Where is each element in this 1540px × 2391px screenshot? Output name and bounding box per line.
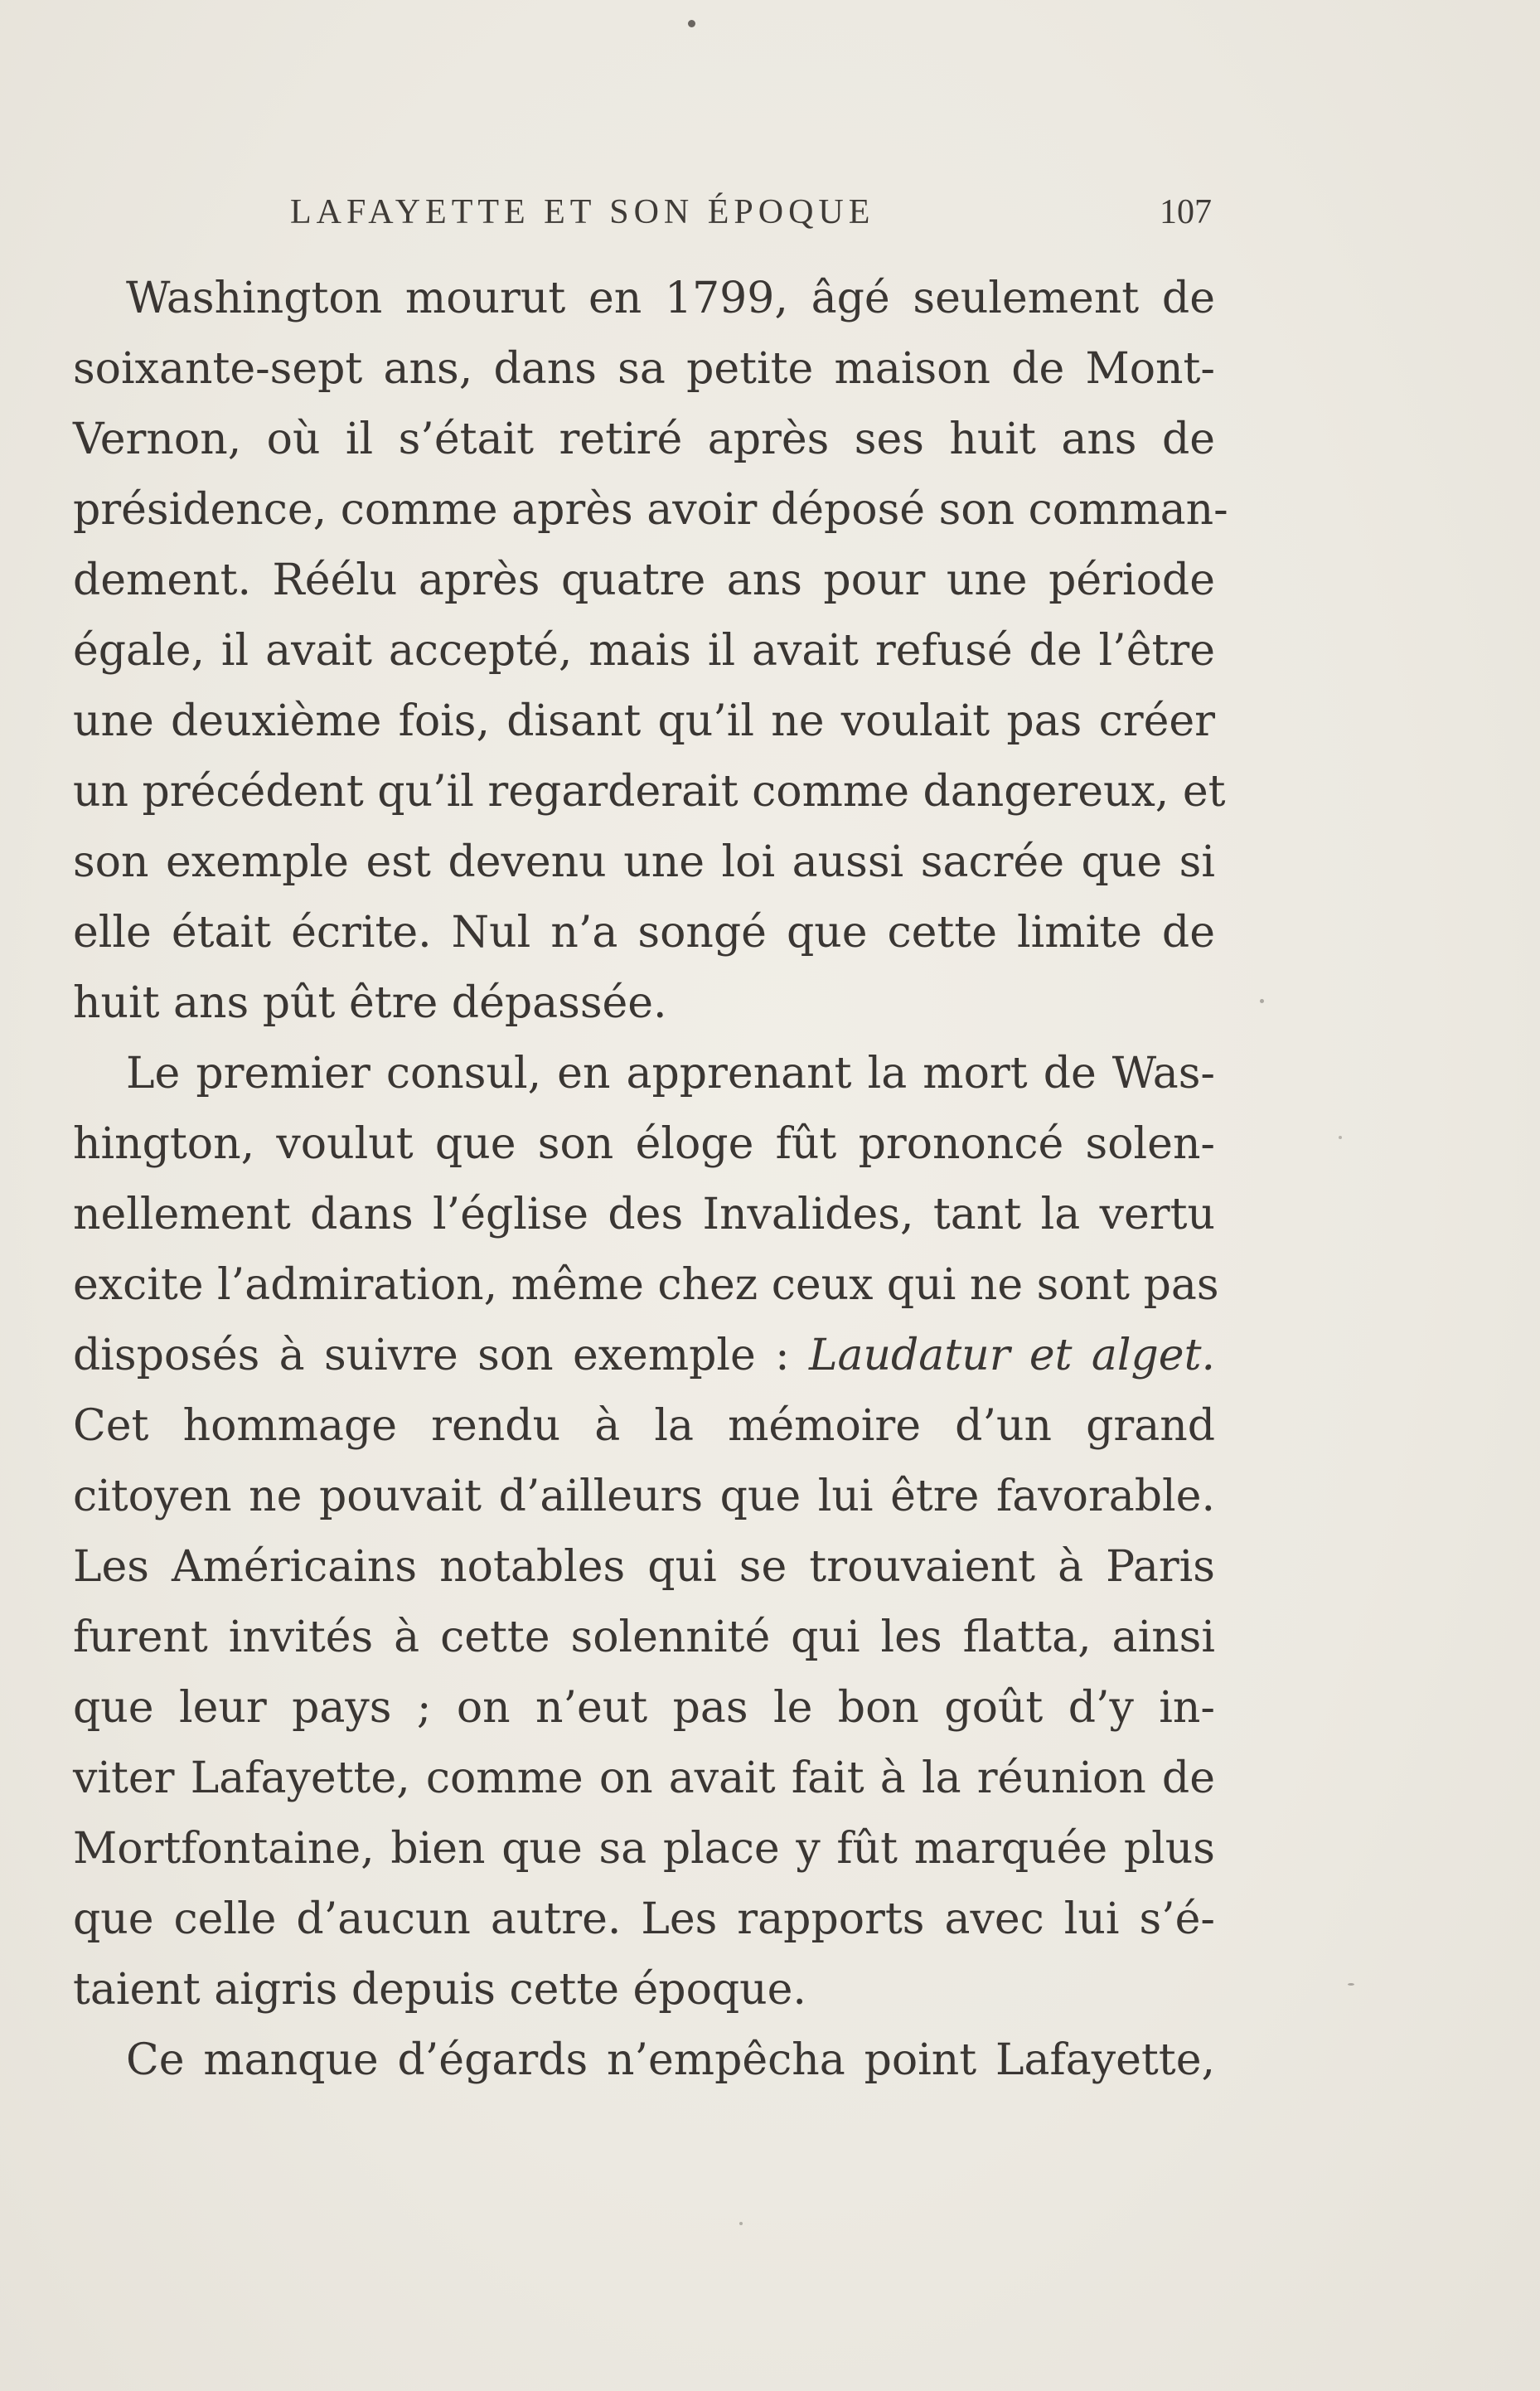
page-header	[76, 192, 1212, 242]
text-line: une deuxième fois, disant qu’il ne voulait pas créer	[73, 696, 1215, 746]
text-line: nellement dans l’église des Invalides, tant la vertu	[73, 1190, 1215, 1239]
latin-quote: Laudatur et alget.	[809, 1331, 1215, 1380]
text-line: taient aigris depuis cette époque.	[73, 1965, 806, 2015]
text-line: Mortfontaine, bien que sa place y fût marquée plus	[73, 1824, 1215, 1874]
text-line: Ce manque d’égards n’empêcha point Lafayette,	[126, 2035, 1215, 2085]
text-line: Vernon, où il s’était retiré après ses huit ans de	[73, 415, 1215, 464]
text-line: Les Américains notables qui se trouvaient à Paris	[73, 1542, 1215, 1592]
running-title: LAFAYETTE ET SON ÉPOQUE	[290, 193, 875, 231]
ink-speck-margin	[1339, 1136, 1342, 1139]
body-text	[73, 264, 1228, 2096]
ink-speck-bottom	[739, 2222, 743, 2225]
text-line-with-quote	[73, 1321, 1215, 1391]
text-line: dement. Réélu après quatre ans pour une période	[73, 555, 1215, 605]
text-line: furent invités à cette solennité qui les flatta, ainsi	[73, 1613, 1215, 1662]
text-line: viter Lafayette, comme on avait fait à la réunion de	[73, 1753, 1215, 1803]
text-line: huit ans pût être dépassée.	[73, 978, 667, 1028]
text-line: excite l’admiration, même chez ceux qui ne sont pas	[73, 1260, 1219, 1310]
text-line: Washington mourut en 1799, âgé seulement de	[126, 274, 1215, 323]
text-line-start: disposés à suivre son exemple :	[73, 1331, 790, 1380]
text-line: Le premier consul, en apprenant la mort de Was-	[126, 1049, 1215, 1099]
text-line: un précédent qu’il regarderait comme dangereux, et	[73, 767, 1226, 817]
ink-speck-top	[688, 20, 695, 27]
text-line: son exemple est devenu une loi aussi sacrée que si	[73, 837, 1215, 887]
text-line: que celle d’aucun autre. Les rapports avec lui s’é-	[73, 1894, 1215, 1944]
text-line: présidence, comme après avoir déposé son comman-	[73, 485, 1228, 535]
paragraph-1	[73, 264, 1228, 1039]
ink-speck-right-lower	[1348, 1983, 1354, 1986]
text-line: elle était écrite. Nul n’a songé que cette limite de	[73, 908, 1215, 958]
paragraph-2	[73, 1039, 1219, 2025]
page-number: 107	[1160, 193, 1212, 231]
ink-speck-right	[1260, 999, 1264, 1003]
text-line: hington, voulut que son éloge fût prononcé solen-	[73, 1119, 1215, 1169]
text-line: citoyen ne pouvait d’ailleurs que lui être favorable.	[73, 1472, 1215, 1521]
text-line: égale, il avait accepté, mais il avait refusé de l’être	[73, 626, 1215, 676]
text-line: Cet hommage rendu à la mémoire d’un grand	[73, 1401, 1215, 1451]
text-line: soixante-sept ans, dans sa petite maison de Mont-	[73, 344, 1215, 394]
text-line: que leur pays ; on n’eut pas le bon goût d’y in-	[73, 1683, 1215, 1733]
paragraph-3	[73, 2025, 1215, 2096]
